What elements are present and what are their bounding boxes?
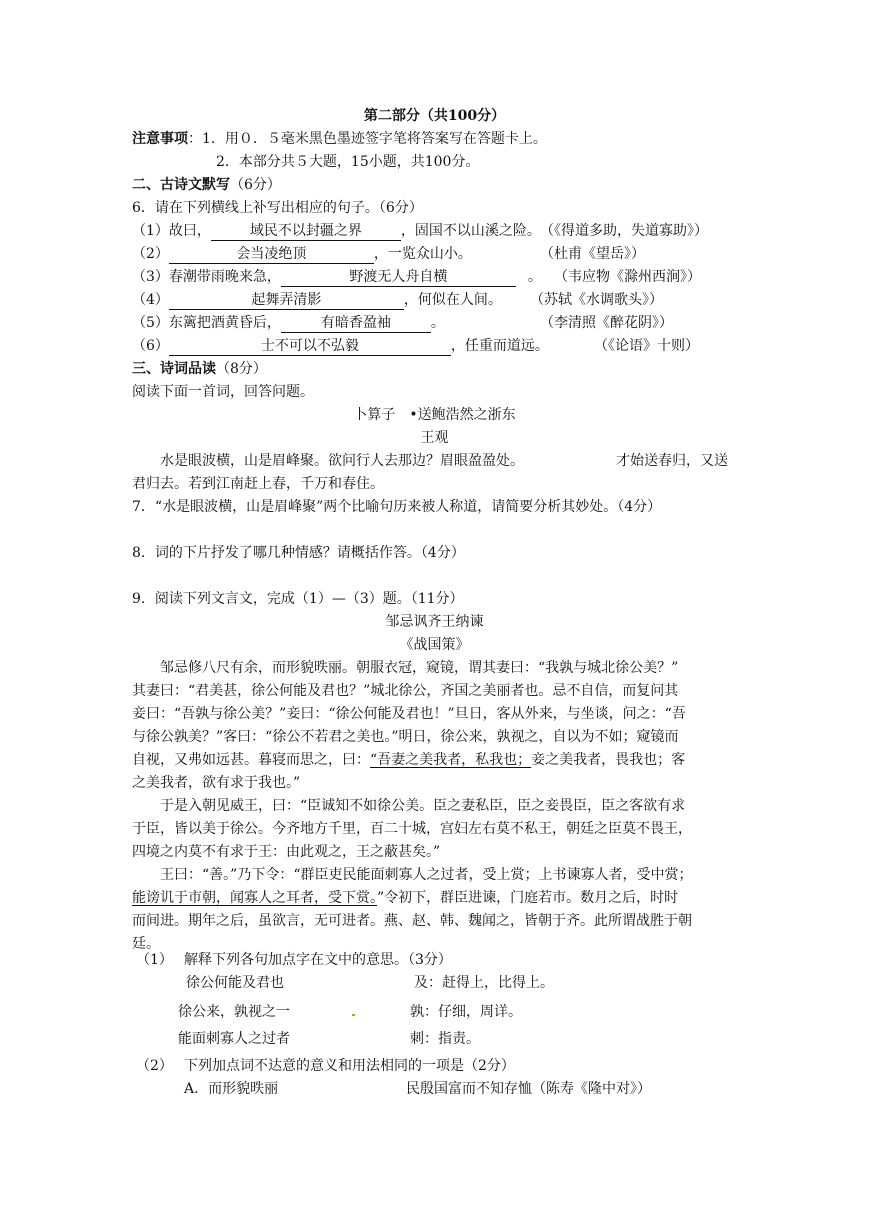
- fill-source-5: （李清照《醉花阴》）: [540, 315, 673, 331]
- fill-source-6: （《论语》十则）: [594, 338, 699, 354]
- fill-item-3: （3）春潮带雨晚来急， 野渡无人舟自横 。: [132, 269, 542, 285]
- answer-blank: 会当凌绝顶: [169, 246, 374, 264]
- subq1-sentence: 徐公来，孰视之一: [178, 1004, 290, 1020]
- answer-blank: 野渡无人舟自横: [281, 269, 516, 287]
- subquestion-2-label: （2）: [136, 1058, 173, 1074]
- poem-intro: 阅读下面一首词，回答问题。: [132, 384, 314, 400]
- question-6: 6．请在下列横线上补写出相应的句子。（6分）: [132, 200, 423, 216]
- passage-p3-line: 王曰：“善。”乃下令：“群臣吏民能面刺寡人之过者，受上赏；上书谏寡人者，受中赏；: [160, 867, 693, 883]
- fill-item-4: （4） 起舞弄清影 ，何似在人间。: [132, 292, 502, 308]
- underlined-sentence: 能谤讥于市朝，闻寡人之耳者，受下赏。: [132, 890, 377, 906]
- passage-p2-line: 于臣，皆以美于徐公。今齐地方千里，百二十城，宫妇左右莫不私王，朝廷之臣莫不畏王，: [132, 821, 692, 837]
- fill-item-1: （1）故曰， 域民不以封疆之界 ，固国不以山溪之险。: [132, 223, 541, 239]
- passage-p3-line: 廷。: [132, 936, 160, 952]
- section-2-heading: 二、古诗文默写（6分）: [132, 177, 281, 193]
- fill-source-3: （韦应物《滁州西涧》）: [554, 269, 701, 285]
- subquestion-2-text: 下列加点词不达意的意义和用法相同的一项是（2分）: [184, 1058, 515, 1074]
- underlined-sentence: “吾妻之美我者，私我也；: [370, 752, 532, 768]
- poem-line-2: 君归去。若到江南赶上春，千万和春住。: [132, 476, 384, 492]
- passage-p1-line: 与徐公孰美？”客曰：“徐公不若君之美也。”明日，徐公来，孰视之，自以为不如；窥镜而: [132, 729, 679, 745]
- answer-blank: 域民不以封疆之界: [211, 223, 401, 241]
- fill-item-2: （2） 会当凌绝顶 ，一览众山小。: [132, 246, 472, 262]
- question-8: 8．词的下片抒发了哪几种情感？请概括作答。（4分）: [132, 545, 465, 561]
- answer-blank: 起舞弄清影: [169, 292, 404, 310]
- passage-p1-line: 之美我者，欲有求于我也。”: [132, 775, 301, 791]
- page-title: 第二部分（共100分）: [363, 108, 506, 124]
- poem-line-1b: 才始送春归，又送: [616, 453, 728, 469]
- passage-p3-line: 而间进。期年之后，虽欲言，无可进者。燕、赵、韩、魏闻之，皆朝于齐。此所谓战胜于朝: [132, 913, 692, 929]
- passage-p1-line: 邹忌修八尺有余，而形貌昳丽。朝服衣冠，窥镜，谓其妻曰：“我孰与城北徐公美？”: [160, 660, 679, 676]
- answer-blank: 士不可以不弘毅: [169, 338, 451, 356]
- question-9: 9．阅读下列文言文，完成（1）—（3）题。（11分）: [132, 591, 464, 607]
- subquestion-1-label: （1）: [136, 952, 173, 968]
- fill-source-2: （杜甫《望岳》）: [540, 246, 645, 262]
- passage-p2-line: 于是入朝见威王，曰：“臣诚知不如徐公美。臣之妻私臣，臣之妾畏臣，臣之客欲有求: [160, 798, 686, 814]
- option-a: A．而形貌昳丽: [184, 1081, 279, 1097]
- passage-source: 《战国策》: [399, 637, 470, 653]
- passage-p2-line: 四境之内莫不有求于王：由此观之，王之蔽甚矣。”: [132, 844, 441, 860]
- notice-item-1: ：1．用０．５毫米黑色墨迹签字笔将答案写在答题卡上。: [188, 131, 547, 147]
- passage-p3-line: 能谤讥于市朝，闻寡人之耳者，受下赏。”令初下，群臣进谏，门庭若市。数月之后，时时: [132, 890, 679, 906]
- passage-title: 邹忌讽齐王纳谏: [385, 614, 484, 630]
- emphasis-dot: [352, 1014, 355, 1016]
- fill-item-5: （5）东篱把酒黄昏后， 有暗香盈袖 。: [132, 315, 445, 331]
- passage-p1-line: 其妻曰：“君美甚，徐公何能及君也？”城北徐公，齐国之美丽者也。忌不自信，而复问其: [132, 683, 679, 699]
- poem-title: 卜算子 •送鲍浩然之浙东: [353, 407, 516, 423]
- poem-line-1a: 水是眼波横，山是眉峰聚。欲问行人去那边？眉眼盈盈处。: [160, 453, 524, 469]
- section-3-heading: 三、诗词品读（8分）: [132, 361, 267, 377]
- passage-p1-line: 自视，又弗如远甚。暮寝而思之，曰：“吾妻之美我者，私我也；妾之美我者，畏我也；客: [132, 752, 686, 768]
- subquestion-1-text: 解释下列各句加点字在文中的意思。（3分）: [184, 952, 452, 968]
- fill-item-6: （6） 士不可以不弘毅 ，任重而道远。: [132, 338, 549, 354]
- fill-source-4: （苏轼《水调歌头》）: [530, 292, 663, 308]
- subq1-sentence: 徐公何能及君也: [186, 975, 284, 991]
- subq1-meaning: 刺：指责。: [410, 1031, 480, 1047]
- subq1-meaning: 及：赶得上，比得上。: [414, 975, 554, 991]
- poem-author: 王观: [420, 430, 449, 446]
- subq1-sentence: 能面刺寡人之过者: [178, 1031, 290, 1047]
- notice-line-1: [132, 129, 547, 149]
- fill-source-1: （《得道多助，失道寡助》）: [540, 223, 708, 239]
- notice-label: 注意事项: [132, 131, 188, 147]
- option-a-compare: 民殷国富而不知存恤（陈寿《隆中对》）: [406, 1081, 651, 1097]
- notice-item-2: 2．本部分共５大题，15小题，共100分。: [216, 154, 480, 170]
- passage-p1-line: 妾曰：“吾孰与徐公美？”妾曰：“徐公何能及君也！”旦日，客从外来，与坐谈，问之：“吾: [132, 706, 686, 722]
- answer-blank: 有暗香盈袖: [281, 315, 431, 333]
- question-7: 7．“水是眼波横，山是眉峰聚”两个比喻句历来被人称道，请简要分析其妙处。（4分）: [132, 499, 662, 515]
- subq1-meaning: 孰：仔细，周详。: [410, 1004, 522, 1020]
